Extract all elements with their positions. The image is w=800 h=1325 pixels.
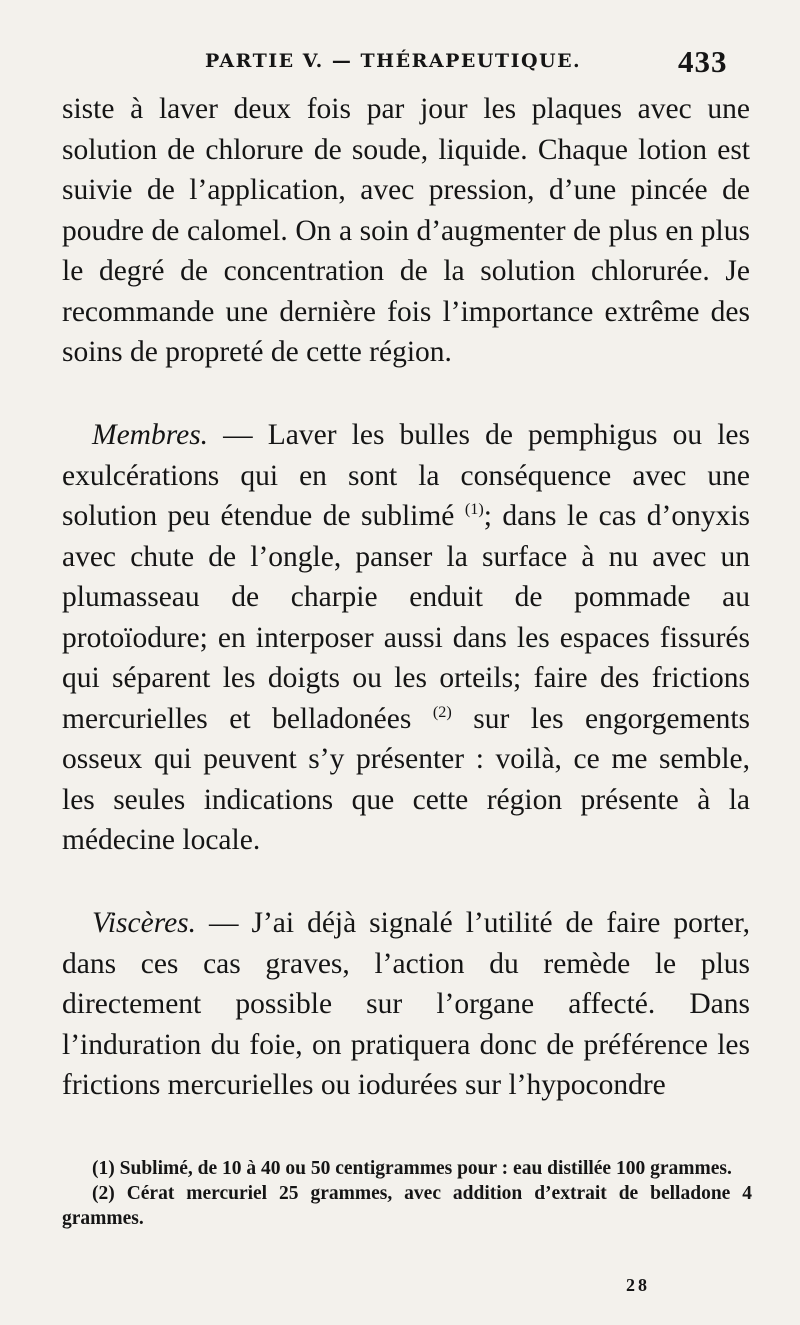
membres-text-2: ; dans le cas d’onyxis avec chute de l’ongle, panser la surface à nu avec un plumasseau de charpie enduit de pommade au protoïodure; en interposer aussi dans les espaces fissurés qui séparent les doigts ou les orteils; faire des frictions mercurielles et belladonées [62, 500, 750, 735]
header-title: PARTIE V. — THÉRAPEUTIQUE. [205, 50, 582, 72]
paragraph-1 [62, 89, 750, 373]
paragraph-visceres [62, 903, 750, 1106]
footnote-1 [62, 1156, 752, 1181]
section-lead-in-visceres: Viscères. [92, 907, 197, 939]
membres-text-3: sur les engorgements osseux qui peuvent s’y présenter : voilà, ce me semble, les seules indications que cette région présente à la médecine locale. [62, 702, 750, 856]
footnote-1-marker: (1) [92, 1158, 115, 1179]
running-header [205, 44, 765, 80]
paragraph-membres-text [62, 415, 750, 861]
visceres-text: J’ai déjà signalé l’utilité de faire porter, dans ces cas graves, l’action du remède le plus directement possible sur l’organe affecté. Dans l’induration du foie, on pratiquera donc de préférence les frictions mercurielles ou iodurées sur l’hypocondre [62, 907, 751, 1101]
em-dash: — [223, 419, 253, 451]
footnote-ref-1: (1) [464, 500, 484, 519]
footnotes [62, 1156, 752, 1231]
section-lead-in-membres: Membres. [92, 419, 209, 451]
printer-signature-mark: 28 [626, 1275, 650, 1295]
footnote-ref-2: (2) [432, 702, 452, 721]
footnote-1-text: Sublimé, de 10 à 40 ou 50 centigrammes pour : eau distillée 100 grammes. [119, 1158, 732, 1179]
membres-text-1: Laver les bulles de pemphigus ou les exulcérations qui en sont la conséquence avec une solution peu étendue de sublimé [62, 419, 750, 532]
footnote-2 [62, 1181, 752, 1231]
paragraph-visceres-text [62, 903, 750, 1106]
page-number: 433 [678, 44, 728, 79]
footnote-2-text: Cérat mercuriel 25 grammes, avec addition d’extrait de belladone 4 grammes. [62, 1183, 752, 1229]
em-dash: — [209, 907, 239, 939]
paragraph-membres [62, 415, 750, 861]
paragraph-1-text: siste à laver deux fois par jour les plaques avec une solution de chlorure de soude, liquide. Chaque lotion est suivie de l’application, avec pression, d’une pincée de poudre de calomel. On a soin d’augmenter de plus en plus le degré de concentration de la solution chlorurée. Je recommande une dernière fois l’importance extrême des soins de propreté de cette région. [62, 93, 750, 368]
footnote-2-marker: (2) [92, 1183, 115, 1204]
